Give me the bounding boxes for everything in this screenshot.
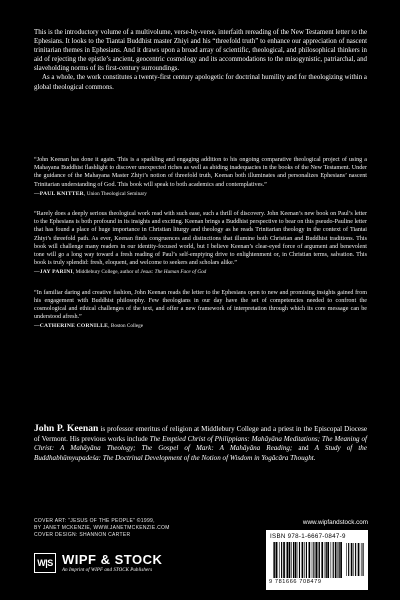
publisher-tagline: An Imprint of WIPF and STOCK Publishers [62,568,153,573]
publisher-url: www.wipfandstock.com [302,519,368,526]
author-bio-text: and [292,444,315,453]
endorser-affiliation: Middlebury College, author of [75,269,140,276]
description-paragraph-1: This is the introductory volume of a multivolume, verse-by-verse, interfaith rereading of the New Testament letter to the Ephesians. It looks to the Tiantai Buddhist master Zhiyi and his “threefold truth” to enhance our appreciation of nascent trinitarian themes in Ephesians. And it draws upon a broad array of scientific, theological, and philosophical thinkers in aid of rejecting the epistle’s ancient, geocentric cosmology and its accommodations to the misogynistic, patriarchal, and slaveholding norms of its first-century surroundings. [34,29,367,73]
barcode-bar [273,542,274,578]
barcode-bar [295,542,297,578]
endorsement-parini [34,210,367,277]
isbn-barcode [266,530,368,590]
endorsement-quote: “In familiar daring and creative fashion, John Keenan reads the letter to the Ephesians open to new and promising insights gained from his engagement with Buddhist philosophy. Few theologians in our day have the set of competencies needed to confront the cosmological and ethical challenges of the text, and offer a new framework of interpretation through which its core message can be understood afresh.” [34,289,367,321]
barcode-bar [309,542,311,578]
barcode-bar [355,543,356,576]
barcode-bar [302,542,304,578]
barcode-bar [331,542,332,578]
publisher-logo [34,548,244,588]
barcode-bar [333,542,334,578]
cover-credits [34,518,254,540]
barcode-bar [291,542,292,578]
barcode-bar [318,542,319,578]
endorser-book-title: Jesus: The Human Face of God [140,269,207,276]
endorsement-knitter [34,156,367,198]
barcode-bar [358,543,360,576]
barcode-bar [319,542,320,578]
endorser-name: —JAY PARINI [34,269,73,276]
barcode-bar [312,542,313,578]
barcode-bar [279,542,280,578]
credit-line: COVER DESIGN: SHANNON CARTER [34,532,131,539]
barcode-bar [327,542,329,578]
barcode-addon-bars [346,543,364,576]
book-description [34,28,367,92]
barcode-bar [335,542,337,578]
barcode-bar [346,543,347,576]
barcode-bar [289,542,291,578]
author-bio [34,424,367,463]
barcode-bar [313,542,314,578]
barcode-bar [353,543,354,576]
endorsement-cornille [34,289,367,331]
barcode-bar [306,542,307,578]
barcode-bar [299,542,300,578]
barcode-bar [339,542,340,578]
barcode-bar [325,542,326,578]
barcode-bar [361,543,362,576]
barcode-bar [276,542,278,578]
description-paragraph-2: As a whole, the work constitutes a twenty-first century apologetic for doctrinal humility and for theologizing within a global theological commons. [34,74,367,91]
barcode-bar [274,542,275,578]
credit-line: BY JANET MCKENZIE, WWW.JANETMCKENZIE.COM [34,525,170,532]
barcode-bar [283,542,285,578]
barcode-bar [304,542,305,578]
endorsements [34,156,367,343]
author-previous-works: A Study of the Buddhabhūmyupadeśa: The Doctrinal Development of the Notion of Wisdom in Yogācāra Thought. [34,444,368,462]
publisher-name: WIPF & STOCK [62,552,163,567]
barcode-bar [287,542,288,578]
author-previous-works: The Emptied Christ of Philippians: Mahāyāna Meditations; The Meaning of Christ: A Mahāyāna Theology; The Gospel of Mark: A Mahāyāna Reading; [34,434,367,453]
author-bio-text: is professor emeritus of religion at Middlebury College and a priest in the Episcopal Diocese of Vermont. His previous works include [34,425,367,443]
barcode-bar [293,542,294,578]
barcode-bar [348,543,349,576]
endorsement-attribution: —JAY PARINI, Middlebury College, author of Jesus: The Human Face of God [34,269,207,276]
author-name: John P. Keenan [34,423,99,434]
credit-line: COVER ART: “JESUS OF THE PEOPLE” ©1999, [34,518,155,524]
endorser-name: —CATHERINE CORNILLE [34,323,109,330]
barcode-bar [281,542,282,578]
endorser-name: —PAUL KNITTER [34,190,84,197]
barcode-bar [321,542,323,578]
isbn-label: ISBN 978-1-6667-0847-9 [270,533,346,540]
barcode-bar [338,542,339,578]
barcode-bar [315,542,317,578]
endorser-affiliation: Union Theological Seminary [86,190,147,197]
barcode-digits: 9 781666 708479 [269,579,322,585]
barcode-bar [326,542,327,578]
endorser-affiliation: Boston College [110,323,144,330]
endorsement-attribution: —PAUL KNITTER, Union Theological Seminary [34,190,147,197]
endorsement-quote: “John Keenan has done it again. This is a sparkling and engaging addition to his ongoing comparative theological project of using a Mahayana Buddhist flashlight to discover unexpected riches as well as abiding inadequacies in the books of the New Testament. Under the guidance of the Mahayana Master Zhiyi’s notion of threefold truth, Keenan both illuminates and personalizes Ephesians’ nascent Trinitarian understanding of God. This book will speak to both academics and contemplatives.” [34,157,367,188]
barcode-bar [297,542,298,578]
endorsement-attribution: —CATHERINE CORNILLE, Boston College [34,323,144,330]
barcode-bar [363,543,364,576]
barcode-bars [273,542,343,578]
barcode-bar [351,543,353,576]
publisher-mark-icon: W|S [34,553,56,573]
barcode-bar [286,542,287,578]
barcode-bar [340,542,342,578]
endorsement-quote: “Rarely does a deeply serious theological work read with such ease, such a thrill of discovery. John Keenan’s new book on Paul’s letter to the Ephesians is both profound in its insights and exciting. Keenan brings a Buddhist perspective to bear on this pseudo-Pauline letter that has found a place of huge importance in Christian liturgy and theology as he reads Trinitarian theology in the context of Tiantai Zhiyi’s threefold path. As ever, Keenan finds congruences and distinctions that illumine both Christian and Buddhist traditions. This book will challenge many readers in our identity-focused world, but I believe Keenan’s clear-eyed force of argument and benevolent tone will go a long way toward a fresh reading of Paul’s self-emptying drive to enlightenment or, in Christian terms, salvation. This book is truly splendid: fresh, eloquent, and welcome to seekers and scholars alike.” [34,211,367,267]
